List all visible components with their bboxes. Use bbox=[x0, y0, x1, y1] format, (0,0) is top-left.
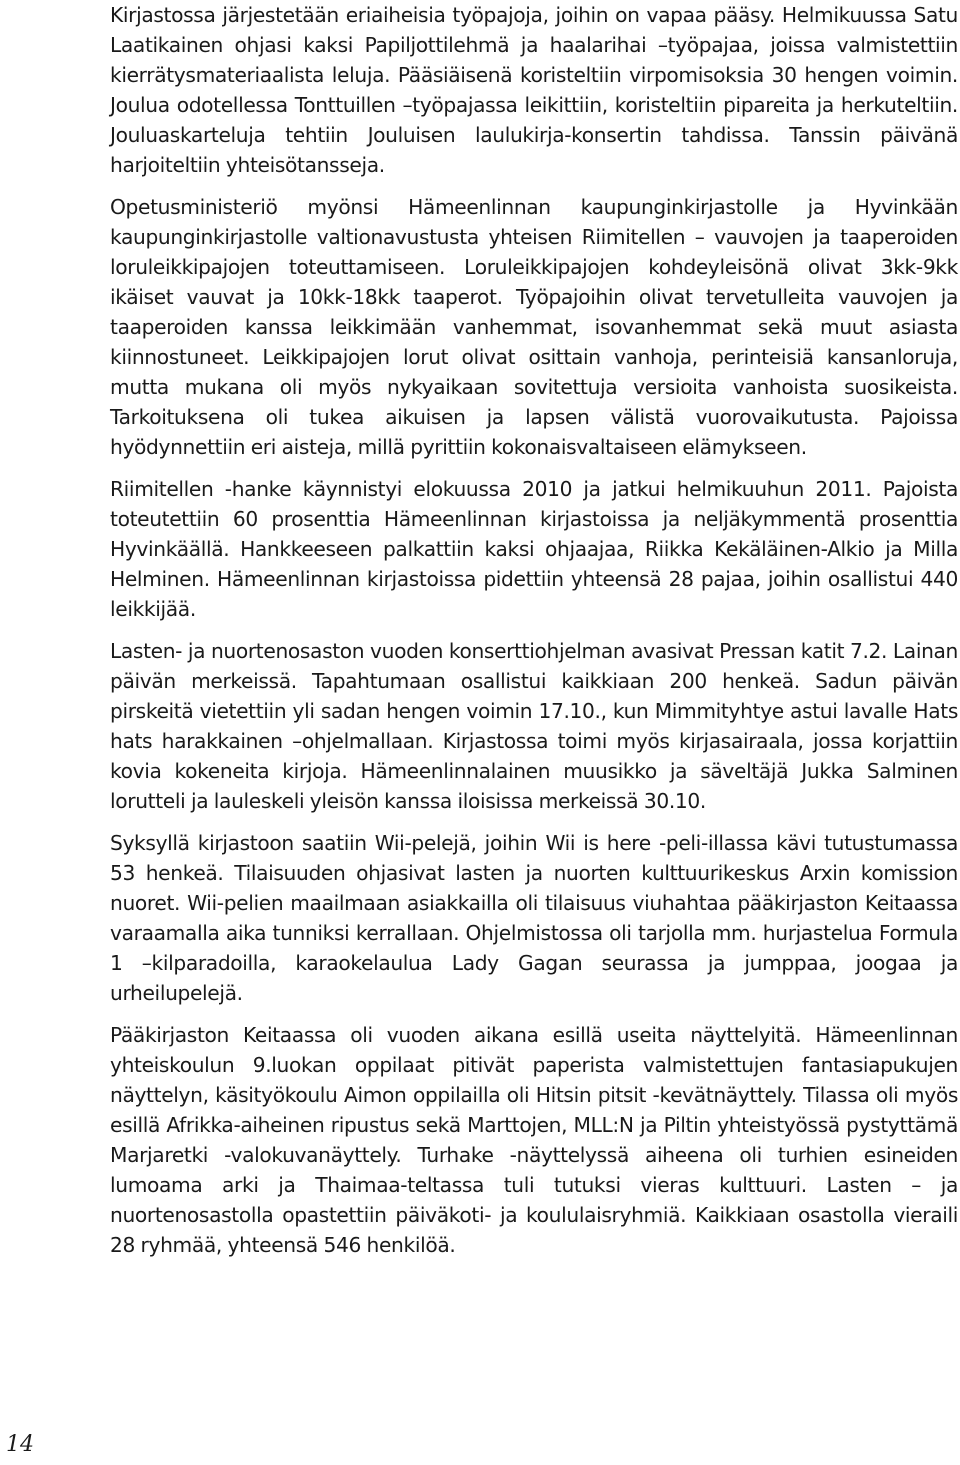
paragraph-wii-games: Syksyllä kirjastoon saatiin Wii-pelejä, joihin Wii is here -peli-illassa kävi tutustumassa 53 henkeä. Tilaisuuden ohjasivat lasten ja nuorten kulttuurikeskus Arxin komission nuoret. Wii-pelien maailmaan asiakkailla oli tilaisuus viuhahtaa pääkirjaston Keitaassa varaamalla aika tunniksi kerrallaan. Ohjelmistossa oli tarjolla mm. hurjastelua Formula 1 –kilparadoilla, karaokelaulua Lady Gagan seurassa ja jumppaa, joogaa ja urheilupelejä. bbox=[110, 831, 958, 1005]
paragraph-exhibitions: Pääkirjaston Keitaassa oli vuoden aikana esillä useita näyttelyitä. Hämeenlinnan yhteiskoulun 9.luokan oppilaat pitivät paperista valmistettujen fantasiapukujen näyttelyn, käsityökoulu Aimon oppilailla oli Hitsin pitsit -kevätnäyttely. Tilassa oli myös esillä Afrikka-aiheinen ripustus sekä Marttojen, MLL:N ja Piltin yhteistyössä pystyttämä Marjaretki -valokuvanäyttely. Turhake -näyttelyssä aiheena oli turhien esineiden lumoama arki ja Thaimaa-teltassa tuli tutuksi vieras kulttuuri. Lasten – ja nuortenosastolla opastettiin päiväkoti- ja koululaisryhmiä. Kaikkiaan osastolla vieraili 28 ryhmää, yhteensä 546 henkilöä. bbox=[110, 1023, 958, 1257]
page-number: 14 bbox=[6, 1432, 34, 1457]
paragraph-riimitellen-grant: Opetusministeriö myönsi Hämeenlinnan kaupunginkirjastolle ja Hyvinkään kaupunginkirjastolle valtionavustusta yhteisen Riimitellen – vauvojen ja taaperoiden loruleikkipajojen toteuttamiseen. Loruleikkipajojen kohdeyleisönä olivat 3kk-9kk ikäiset vauvat ja 10kk-18kk taaperot. Työpajoihin olivat tervetulleita vauvojen ja taaperoiden kanssa leikkimään vanhemmat, isovanhemmat sekä muut asiasta kiinnostuneet. Leikkipajojen lorut olivat osittain vanhoja, perinteisiä kansanloruja, mutta mukana oli myös nykyaikaan sovitettuja versioita vanhoista suosikeista. Tarkoituksena oli tukea aikuisen ja lapsen välistä vuorovaikutusta. Pajoissa hyödynnettiin eri aisteja, millä pyrittiin kokonaisvaltaiseen elämykseen. bbox=[110, 195, 958, 459]
paragraph-workshops: Kirjastossa järjestetään eriaiheisia työpajoja, joihin on vapaa pääsy. Helmikuussa Satu Laatikainen ohjasi kaksi Papiljottilehmä ja haalarihai –työpajaa, joissa valmistettiin kierrätysmateriaalista leluja. Pääsiäisenä koristeltiin virpomisoksia 30 hengen voimin. Joulua odotellessa Tonttuillen –työpajassa leikittiin, koristeltiin pipareita ja herkuteltiin. Jouluaskarteluja tehtiin Jouluisen laulukirja-konsertin tahdissa. Tanssin päivänä harjoiteltiin yhteisötansseja. bbox=[110, 3, 958, 177]
paragraph-riimitellen-project: Riimitellen -hanke käynnistyi elokuussa 2010 ja jatkui helmikuuhun 2011. Pajoista toteutettiin 60 prosenttia Hämeenlinnan kirjastoissa ja neljäkymmentä prosenttia Hyvinkäällä. Hankkeeseen palkattiin kaksi ohjaajaa, Riikka Kekäläinen-Alkio ja Milla Helminen. Hämeenlinnan kirjastoissa pidettiin yhteensä 28 pajaa, joihin osallistui 440 leikkijää. bbox=[110, 477, 958, 621]
paragraph-concerts: Lasten- ja nuortenosaston vuoden konserttiohjelman avasivat Pressan katit 7.2. Lainan päivän merkeissä. Tapahtumaan osallistui kaikkiaan 200 henkeä. Sadun päivän pirskeitä vietettiin yli sadan hengen voimin 17.10., kun Mimmityhtye astui lavalle Hats hats harakkainen –ohjelmallaan. Kirjastossa toimi myös kirjasairaala, jossa korjattiin kovia kokeneita kirjoja. Hämeenlinnalainen muusikko ja säveltäjä Jukka Salminen lorutteli ja lauleskeli yleisön kanssa iloisissa merkeissä 30.10. bbox=[110, 639, 958, 813]
document-page bbox=[110, 0, 958, 1260]
